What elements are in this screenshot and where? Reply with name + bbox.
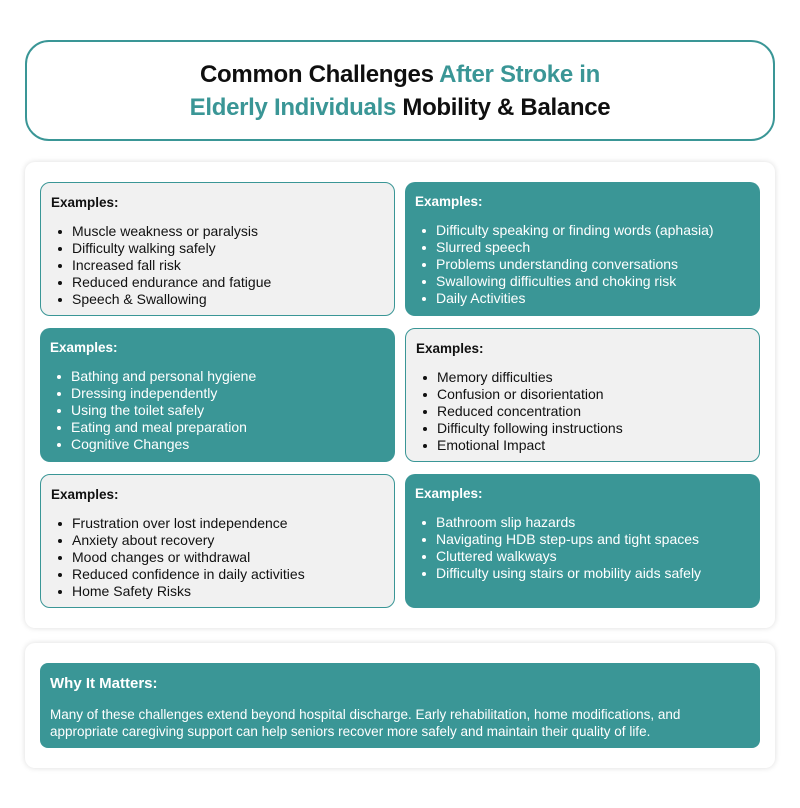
list-item: Navigating HDB step-ups and tight spaces: [415, 531, 750, 548]
list-item: Muscle weakness or paralysis: [51, 223, 384, 240]
challenge-card-5: [40, 474, 395, 608]
page-title-line-2: [190, 91, 611, 124]
challenge-card-2: [405, 182, 760, 316]
title-part: Common Challenges: [200, 60, 440, 88]
list-item: Slurred speech: [415, 239, 750, 256]
challenges-panel: [25, 162, 775, 628]
list-item: Frustration over lost independence: [51, 515, 384, 532]
why-panel: [25, 643, 775, 768]
page-title-line-1: [200, 58, 600, 91]
challenge-card-3: [40, 328, 395, 462]
list-item: Speech & Swallowing: [51, 291, 384, 308]
why-text: Many of these challenges extend beyond hospital discharge. Early rehabilitation, home modifications, and appropriate caregiving support can help seniors recover more safely and maintain their quality of life.: [50, 707, 681, 739]
list-item: Difficulty using stairs or mobility aids safely: [415, 565, 750, 582]
list-item: Difficulty walking safely: [51, 240, 384, 257]
list-item: Cluttered walkways: [415, 548, 750, 565]
card-list: [415, 222, 750, 307]
list-item: Reduced concentration: [416, 403, 749, 420]
list-item: Home Safety Risks: [51, 583, 384, 600]
title-highlight: After Stroke in: [439, 60, 600, 88]
list-item: Reduced endurance and fatigue: [51, 274, 384, 291]
challenge-card-4: [405, 328, 760, 462]
card-heading: Examples:: [416, 341, 484, 356]
list-item: Bathing and personal hygiene: [50, 368, 385, 385]
list-item: Daily Activities: [415, 290, 750, 307]
title-highlight: Elderly Individuals: [189, 93, 397, 121]
list-item: Bathroom slip hazards: [415, 514, 750, 531]
card-list: [51, 223, 384, 308]
list-item: Cognitive Changes: [50, 436, 385, 453]
card-list: [50, 368, 385, 453]
list-item: Confusion or disorientation: [416, 386, 749, 403]
list-item: Anxiety about recovery: [51, 532, 384, 549]
card-heading: Examples:: [415, 194, 483, 209]
list-item: Difficulty following instructions: [416, 420, 749, 437]
list-item: Dressing independently: [50, 385, 385, 402]
list-item: Increased fall risk: [51, 257, 384, 274]
list-item: Eating and meal preparation: [50, 419, 385, 436]
card-heading: Examples:: [51, 195, 119, 210]
card-heading: Examples:: [50, 340, 118, 355]
list-item: Emotional Impact: [416, 437, 749, 454]
list-item: Mood changes or withdrawal: [51, 549, 384, 566]
challenge-card-6: [405, 474, 760, 608]
card-heading: Examples:: [415, 486, 483, 501]
why-it-matters-card: [40, 663, 760, 748]
list-item: Difficulty speaking or finding words (aphasia): [415, 222, 750, 239]
title-box: [25, 40, 775, 141]
title-part: Mobility & Balance: [396, 93, 611, 121]
card-list: [415, 514, 750, 582]
list-item: Using the toilet safely: [50, 402, 385, 419]
card-list: [416, 369, 749, 454]
list-item: Swallowing difficulties and choking risk: [415, 273, 750, 290]
card-list: [51, 515, 384, 600]
card-heading: Examples:: [51, 487, 119, 502]
challenge-card-1: [40, 182, 395, 316]
list-item: Memory difficulties: [416, 369, 749, 386]
list-item: Reduced confidence in daily activities: [51, 566, 384, 583]
why-title: Why It Matters:: [50, 675, 158, 692]
list-item: Problems understanding conversations: [415, 256, 750, 273]
